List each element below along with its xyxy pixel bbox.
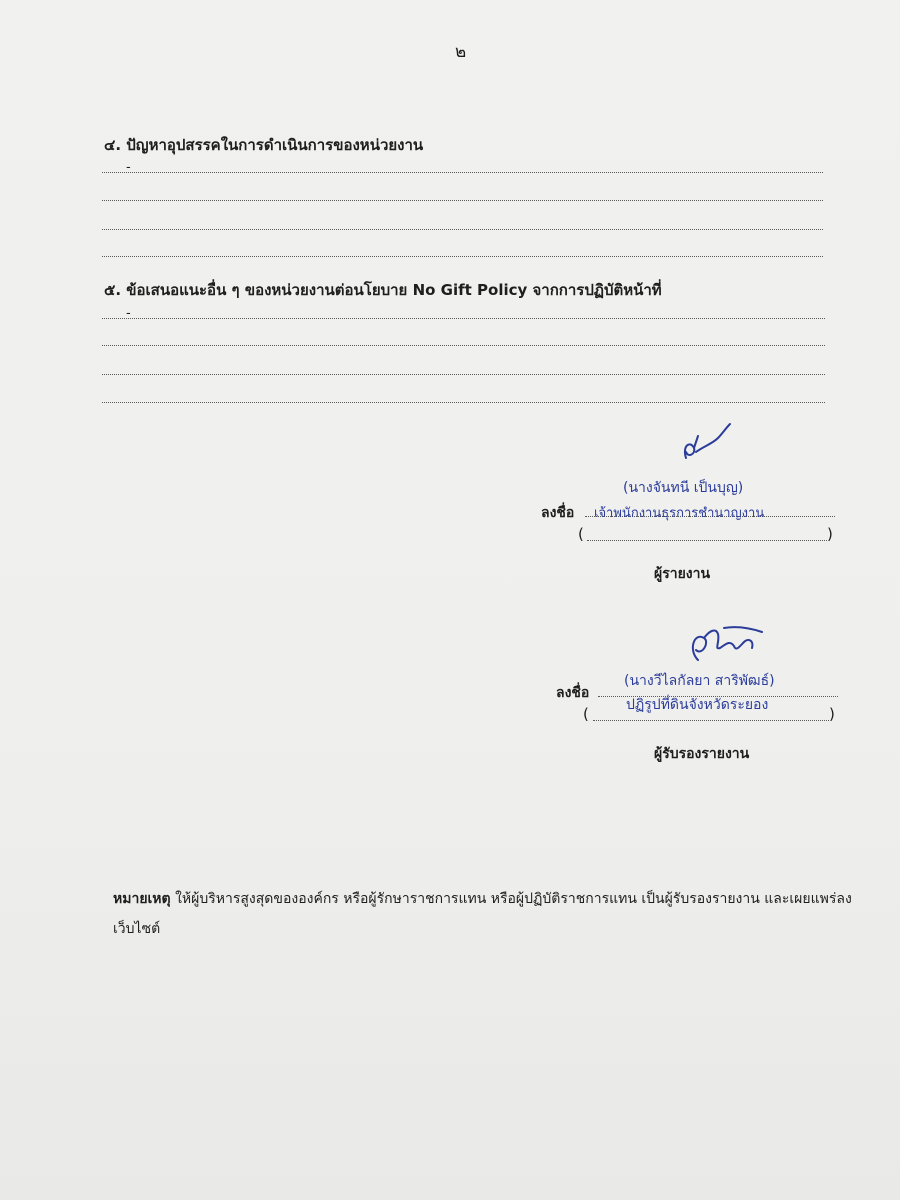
- certifier-open-paren: (: [583, 705, 589, 723]
- certifier-role: ผู้รับรองรายงาน: [654, 746, 750, 762]
- footnote-label: หมายเหตุ: [113, 891, 171, 907]
- certifier-signature: [680, 620, 770, 670]
- certifier-name-line: [593, 720, 829, 721]
- footnote: [113, 884, 873, 944]
- reporter-role: ผู้รายงาน: [654, 566, 711, 582]
- reporter-close-paren: ): [827, 525, 833, 543]
- section4-answer: -: [126, 160, 131, 175]
- certifier-name: (นางวีไลกัลยา สาริพัฒธ์): [624, 673, 775, 689]
- section5-title: ๕. ข้อเสนอแนะอื่น ๆ ของหน่วยงานต่อนโยบาย No Gift Policy จากการปฏิบัติหน้าที่: [104, 281, 662, 299]
- section4-line-3: [102, 229, 823, 230]
- reporter-position: เจ้าพนักงานธุรการชำนาญงาน: [594, 506, 765, 521]
- section4-line-1: [102, 172, 823, 173]
- section4-line-4: [102, 256, 823, 257]
- section4-title: ๔. ปัญหาอุปสรรคในการดำเนินการของหน่วยงาน: [104, 136, 424, 154]
- reporter-sign-label: ลงชื่อ: [541, 505, 575, 521]
- footnote-text: ให้ผู้บริหารสูงสุดขององค์กร หรือผู้รักษาราชการแทน หรือผู้ปฏิบัติราชการแทน เป็นผู้รับรองรายงาน และเผยแพร่ลงเว็บไซต์: [113, 891, 852, 937]
- reporter-open-paren: (: [578, 525, 584, 543]
- section5-line-4: [102, 402, 825, 403]
- section5-answer: -: [126, 306, 131, 321]
- section5-line-3: [102, 374, 825, 375]
- certifier-position: ปฏิรูปที่ดินจังหวัดระยอง: [626, 697, 769, 713]
- certifier-close-paren: ): [829, 705, 835, 723]
- reporter-name-line: [587, 540, 827, 541]
- certifier-sign-label: ลงชื่อ: [556, 685, 590, 701]
- reporter-signature: [672, 418, 742, 468]
- section5-line-2: [102, 345, 825, 346]
- page-number: ๒: [455, 42, 467, 62]
- section5-line-1: [102, 318, 825, 319]
- section4-line-2: [102, 200, 823, 201]
- reporter-name: (นางจันทนี เป็นบุญ): [623, 480, 744, 496]
